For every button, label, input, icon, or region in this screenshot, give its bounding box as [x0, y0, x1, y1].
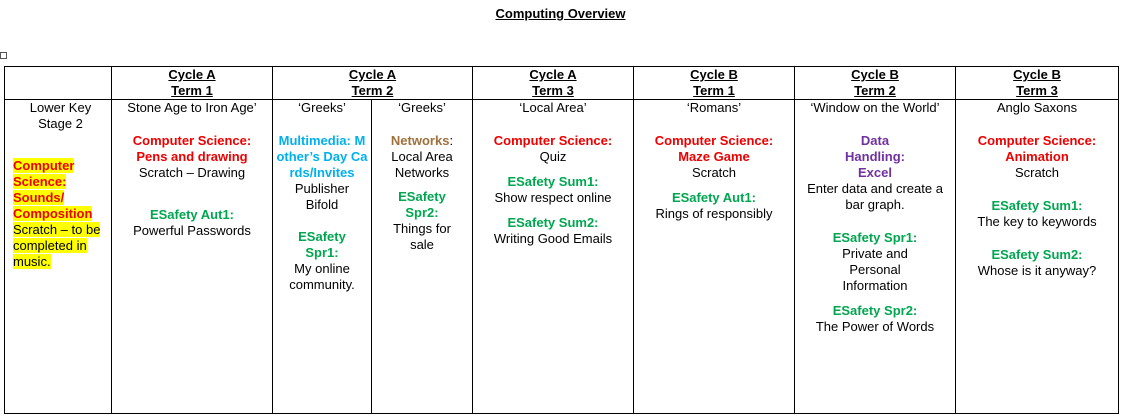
esafety-label: ESafety Spr1: [298, 229, 346, 260]
row-heading-label: Lower Key Stage 2 [29, 100, 92, 131]
cell-cycle-a-term-1 [112, 100, 273, 414]
esafety-2-label: ESafety Spr2: [832, 303, 918, 318]
esafety-label: ESafety Aut1: [149, 207, 235, 222]
esafety-2-detail: The Power of Words [815, 319, 935, 334]
topic: ‘Window on the World’ [810, 100, 940, 115]
topic: ‘Local Area’ [519, 100, 587, 115]
subject-detail: Enter data and create a bar graph. [807, 181, 943, 212]
subject: Networks [390, 133, 450, 148]
page-title: Computing Overview [495, 6, 626, 21]
esafety-1-label: ESafety Spr1: [832, 230, 918, 245]
lower-key-stage-2-row [5, 100, 1119, 414]
topic: ‘Greeks’ [398, 100, 446, 115]
esafety-1-label: ESafety Sum1: [991, 198, 1083, 213]
esafety-1-detail: Private and Personal Information [842, 246, 908, 293]
subject: Computer Science: Pens and drawing [132, 133, 252, 164]
overview-table [4, 66, 1119, 414]
header-cycle-b-term-2: Cycle B Term 2 [795, 67, 956, 100]
cell-cycle-a-term-2-b: ‘Greeks’ Networks: Local Area Networks ESafety Spr2: Things for sale [372, 100, 473, 414]
esafety-detail: My online community. [289, 261, 355, 292]
esafety-1-label: ESafety Sum1: [507, 174, 599, 189]
esafety-2-label: ESafety Sum2: [507, 215, 599, 230]
esafety-detail: Things for sale [393, 221, 451, 252]
music-note: Scratch – to be completed in music. [13, 222, 101, 269]
esafety-label: ESafety Aut1: [671, 190, 757, 205]
subject: Computer Science: Animation [977, 133, 1097, 164]
header-empty [5, 67, 112, 100]
esafety-2-detail: Writing Good Emails [493, 231, 613, 246]
subject: Data Handling: Excel [845, 133, 905, 180]
esafety-1-detail: The key to keywords [977, 214, 1097, 229]
cell-cycle-a-term-3 [473, 100, 634, 414]
esafety-detail: Powerful Passwords [133, 223, 251, 238]
topic: ‘Romans’ [686, 100, 742, 115]
header-cycle-a-term-1: Cycle A Term 1 [112, 67, 273, 100]
esafety-2-label: ESafety Sum2: [991, 247, 1083, 262]
esafety-detail: Rings of responsibly [655, 206, 773, 221]
subject-detail: Scratch [691, 165, 737, 180]
header-cycle-b-term-1: Cycle B Term 1 [634, 67, 795, 100]
subject: Computer Science: [493, 133, 613, 148]
subject-detail: Local Area Networks [391, 149, 453, 180]
cell-cycle-b-term-3 [956, 100, 1119, 414]
header-cycle-a-term-3: Cycle A Term 3 [473, 67, 634, 100]
row-heading-cell [5, 100, 112, 414]
topic: ‘Greeks’ [298, 100, 346, 115]
subject: Multimedia: Mother’s Day Cards/Invites [276, 133, 368, 180]
music-subject: Computer Science: Sounds/ Composition [13, 158, 93, 221]
esafety-1-detail: Show respect online [494, 190, 612, 205]
cell-cycle-b-term-1 [634, 100, 795, 414]
esafety-label: ESafety Spr2: [398, 189, 446, 220]
esafety-2-detail: Whose is it anyway? [977, 263, 1097, 278]
topic: Anglo Saxons [996, 100, 1078, 115]
header-cycle-b-term-3: Cycle B Term 3 [956, 67, 1119, 100]
subject: Computer Science: Maze Game [654, 133, 774, 164]
header-cycle-a-term-2: Cycle A Term 2 [273, 67, 473, 100]
subject-detail: Scratch [1014, 165, 1060, 180]
table-move-handle[interactable] [0, 52, 7, 59]
topic: Stone Age to Iron Age’ [127, 100, 257, 115]
cell-cycle-b-term-2 [795, 100, 956, 414]
subject-detail: Scratch – Drawing [138, 165, 246, 180]
cell-cycle-a-term-2-a [273, 100, 372, 414]
subject-detail: Quiz [539, 149, 567, 164]
header-row [5, 67, 1119, 100]
subject-detail: Publisher Bifold [294, 181, 350, 212]
